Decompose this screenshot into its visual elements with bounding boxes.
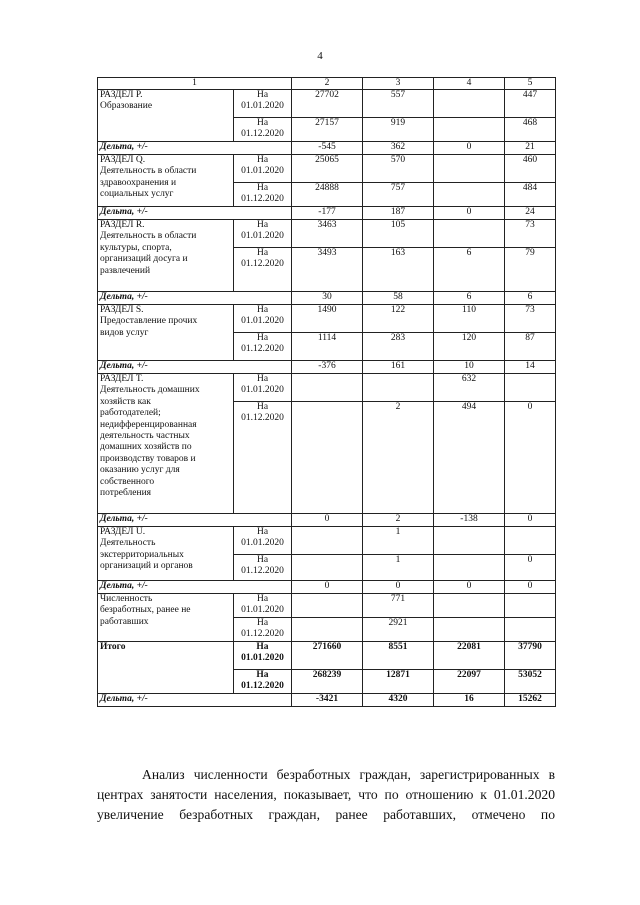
date-cell: На 01.01.2020 [234, 374, 292, 402]
value-cell: 4320 [363, 694, 434, 707]
section-label: Численность безработных, ранее не работавших [98, 594, 234, 642]
value-cell: 10 [434, 361, 505, 374]
value-cell: 30 [292, 292, 363, 305]
value-cell: 0 [292, 514, 363, 527]
value-cell [505, 527, 556, 555]
value-cell: 3463 [292, 220, 363, 248]
value-cell: 494 [434, 402, 505, 514]
section-label: РАЗДЕЛ S. Предоставление прочих видов услуг [98, 305, 234, 361]
column-header: 5 [505, 78, 556, 90]
table-row [98, 90, 556, 118]
value-cell: 6 [505, 292, 556, 305]
value-cell: 0 [434, 142, 505, 155]
value-cell: 0 [505, 514, 556, 527]
value-cell [434, 220, 505, 248]
value-cell: 21 [505, 142, 556, 155]
value-cell [434, 527, 505, 555]
column-header: 4 [434, 78, 505, 90]
value-cell: -376 [292, 361, 363, 374]
value-cell: 1490 [292, 305, 363, 333]
date-cell: На 01.12.2020 [234, 555, 292, 581]
value-cell: 557 [363, 90, 434, 118]
table-row [98, 514, 556, 527]
date-cell: На 01.01.2020 [234, 90, 292, 118]
table-row [98, 527, 556, 555]
value-cell [505, 374, 556, 402]
value-cell: 283 [363, 333, 434, 361]
table-row [98, 581, 556, 594]
value-cell: -545 [292, 142, 363, 155]
value-cell: 8551 [363, 642, 434, 670]
value-cell [292, 594, 363, 618]
delta-label: Дельта, +/- [98, 142, 292, 155]
value-cell: 484 [505, 183, 556, 207]
value-cell: 24 [505, 207, 556, 220]
date-cell: На 01.01.2020 [234, 220, 292, 248]
section-label: РАЗДЕЛ Q. Деятельность в области здравоохранения и социальных услуг [98, 155, 234, 207]
date-cell: На 01.12.2020 [234, 248, 292, 292]
value-cell: 447 [505, 90, 556, 118]
value-cell [434, 183, 505, 207]
value-cell: 161 [363, 361, 434, 374]
table-row [98, 220, 556, 248]
date-cell: На 01.01.2020 [234, 642, 292, 670]
value-cell: 22097 [434, 670, 505, 694]
value-cell: 25065 [292, 155, 363, 183]
date-cell: На 01.01.2020 [234, 155, 292, 183]
value-cell: 58 [363, 292, 434, 305]
value-cell: 757 [363, 183, 434, 207]
delta-label: Дельта, +/- [98, 292, 292, 305]
value-cell: 271660 [292, 642, 363, 670]
date-cell: На 01.12.2020 [234, 183, 292, 207]
value-cell: 362 [363, 142, 434, 155]
column-header: 1 [98, 78, 292, 90]
table-row [98, 292, 556, 305]
delta-label: Дельта, +/- [98, 581, 292, 594]
value-cell: 37790 [505, 642, 556, 670]
value-cell: 0 [505, 581, 556, 594]
table-row [98, 142, 556, 155]
value-cell [434, 594, 505, 618]
value-cell: 0 [292, 581, 363, 594]
value-cell [292, 402, 363, 514]
table-row [98, 155, 556, 183]
value-cell: 1114 [292, 333, 363, 361]
value-cell: 0 [363, 581, 434, 594]
date-cell: На 01.12.2020 [234, 402, 292, 514]
value-cell: 12871 [363, 670, 434, 694]
value-cell: -3421 [292, 694, 363, 707]
value-cell: 27702 [292, 90, 363, 118]
value-cell: 53052 [505, 670, 556, 694]
value-cell: 570 [363, 155, 434, 183]
value-cell [292, 374, 363, 402]
value-cell: 468 [505, 118, 556, 142]
value-cell: 6 [434, 292, 505, 305]
paragraph-line: центрах занятости населения, показывает, что по отношению к 01.01.2020 [97, 787, 555, 802]
date-cell: На 01.12.2020 [234, 333, 292, 361]
date-cell: На 01.12.2020 [234, 618, 292, 642]
value-cell: 22081 [434, 642, 505, 670]
value-cell: 163 [363, 248, 434, 292]
value-cell: 73 [505, 220, 556, 248]
value-cell: 14 [505, 361, 556, 374]
delta-label: Дельта, +/- [98, 694, 292, 707]
value-cell: 120 [434, 333, 505, 361]
value-cell: 460 [505, 155, 556, 183]
value-cell [434, 555, 505, 581]
delta-label: Дельта, +/- [98, 207, 292, 220]
value-cell: 2 [363, 514, 434, 527]
section-label: РАЗДЕЛ U. Деятельность экстерриториальных организаций и органов [98, 527, 234, 581]
value-cell: 632 [434, 374, 505, 402]
section-label: РАЗДЕЛ T. Деятельность домашних хозяйств как работодателей; недифференцированная деятельность частных домашних хозяйств по производству товаров и оказанию услуг для собственного потребления [98, 374, 234, 514]
section-label: Итого [98, 642, 234, 694]
value-cell [434, 155, 505, 183]
page-number: 4 [317, 50, 323, 62]
table-row [98, 374, 556, 402]
table-header-row [98, 78, 556, 90]
value-cell [363, 374, 434, 402]
paragraph-line: увеличение безработных граждан, ранее работавших, отмечено по [97, 807, 555, 822]
value-cell: 79 [505, 248, 556, 292]
value-cell: 0 [434, 581, 505, 594]
date-cell: На 01.12.2020 [234, 670, 292, 694]
value-cell [434, 618, 505, 642]
value-cell: 187 [363, 207, 434, 220]
column-header: 2 [292, 78, 363, 90]
value-cell: 3493 [292, 248, 363, 292]
value-cell: 2 [363, 402, 434, 514]
table-row [98, 642, 556, 670]
value-cell [292, 527, 363, 555]
table-row [98, 207, 556, 220]
table-row [98, 594, 556, 618]
value-cell [434, 90, 505, 118]
value-cell [505, 594, 556, 618]
table-row [98, 361, 556, 374]
value-cell: 6 [434, 248, 505, 292]
delta-label: Дельта, +/- [98, 361, 292, 374]
date-cell: На 01.01.2020 [234, 305, 292, 333]
value-cell: 15262 [505, 694, 556, 707]
value-cell: 0 [505, 555, 556, 581]
value-cell: 24888 [292, 183, 363, 207]
value-cell: 110 [434, 305, 505, 333]
paragraph-line: Анализ численности безработных граждан, зарегистрированных в [142, 767, 555, 782]
table-row [98, 305, 556, 333]
value-cell [292, 618, 363, 642]
value-cell: 0 [505, 402, 556, 514]
value-cell: 73 [505, 305, 556, 333]
value-cell: -177 [292, 207, 363, 220]
value-cell: 27157 [292, 118, 363, 142]
value-cell [292, 555, 363, 581]
table-row [98, 694, 556, 707]
value-cell [434, 118, 505, 142]
value-cell: 0 [434, 207, 505, 220]
analysis-paragraph [97, 765, 555, 825]
value-cell: 1 [363, 555, 434, 581]
value-cell: -138 [434, 514, 505, 527]
value-cell: 122 [363, 305, 434, 333]
value-cell: 919 [363, 118, 434, 142]
column-header: 3 [363, 78, 434, 90]
value-cell: 268239 [292, 670, 363, 694]
value-cell: 16 [434, 694, 505, 707]
section-label: РАЗДЕЛ P. Образование [98, 90, 234, 142]
date-cell: На 01.12.2020 [234, 118, 292, 142]
section-label: РАЗДЕЛ R. Деятельность в области культуры, спорта, организаций досуга и развлечений [98, 220, 234, 292]
date-cell: На 01.01.2020 [234, 594, 292, 618]
delta-label: Дельта, +/- [98, 514, 292, 527]
value-cell: 1 [363, 527, 434, 555]
value-cell: 105 [363, 220, 434, 248]
statistics-table [97, 77, 556, 707]
value-cell: 771 [363, 594, 434, 618]
value-cell: 2921 [363, 618, 434, 642]
value-cell [505, 618, 556, 642]
date-cell: На 01.01.2020 [234, 527, 292, 555]
value-cell: 87 [505, 333, 556, 361]
